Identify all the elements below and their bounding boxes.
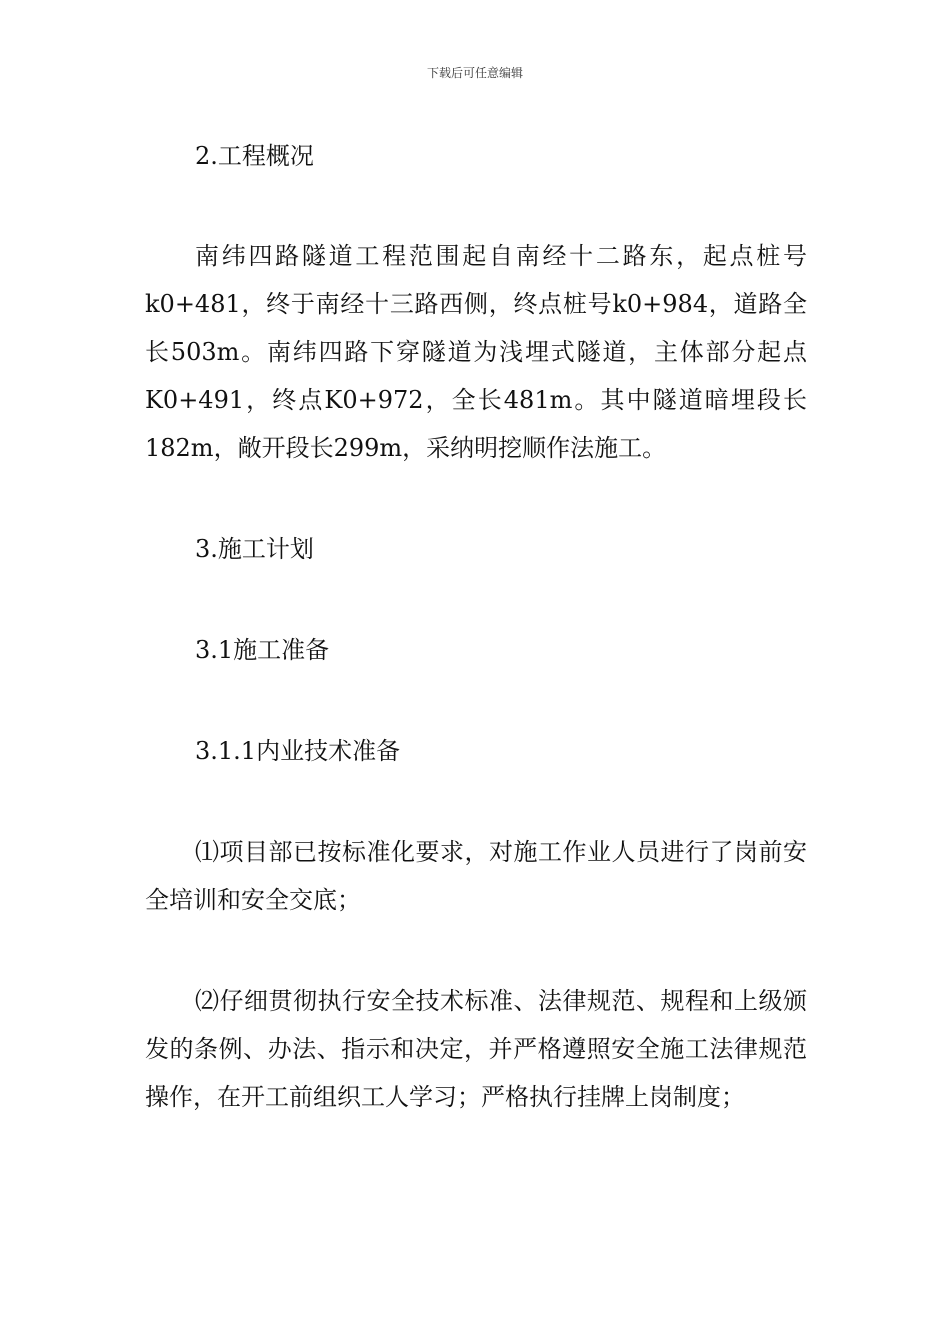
overview-paragraph: 南纬四路隧道工程范围起自南经十二路东，起点桩号k0+481，终于南经十三路西侧，终点桩号k0+984，道路全长503m。南纬四路下穿隧道为浅埋式隧道，主体部分起点K0+491，终点K0+972，全长481m。其中隧道暗埋段长182m，敞开段长299m，采纳明挖顺作法施工。 [145, 242, 807, 462]
section-heading-3: 3.施工计划 [195, 535, 314, 563]
list-item-2: ⑵仔细贯彻执行安全技术标准、法律规范、规程和上级颁发的条例、办法、指示和决定，并严格遵照安全施工法律规范操作，在开工前组织工人学习；严格执行挂牌上岗制度； [145, 987, 807, 1111]
section-heading-3-1-1: 3.1.1内业技术准备 [195, 737, 401, 765]
document-body [145, 132, 807, 1121]
section-heading-2: 2.工程概况 [195, 142, 314, 170]
section-heading-3-1: 3.1施工准备 [195, 636, 330, 664]
list-item-1: ⑴项目部已按标准化要求，对施工作业人员进行了岗前安全培训和安全交底； [145, 838, 807, 914]
page-header: 下载后可任意编辑 [426, 66, 523, 80]
